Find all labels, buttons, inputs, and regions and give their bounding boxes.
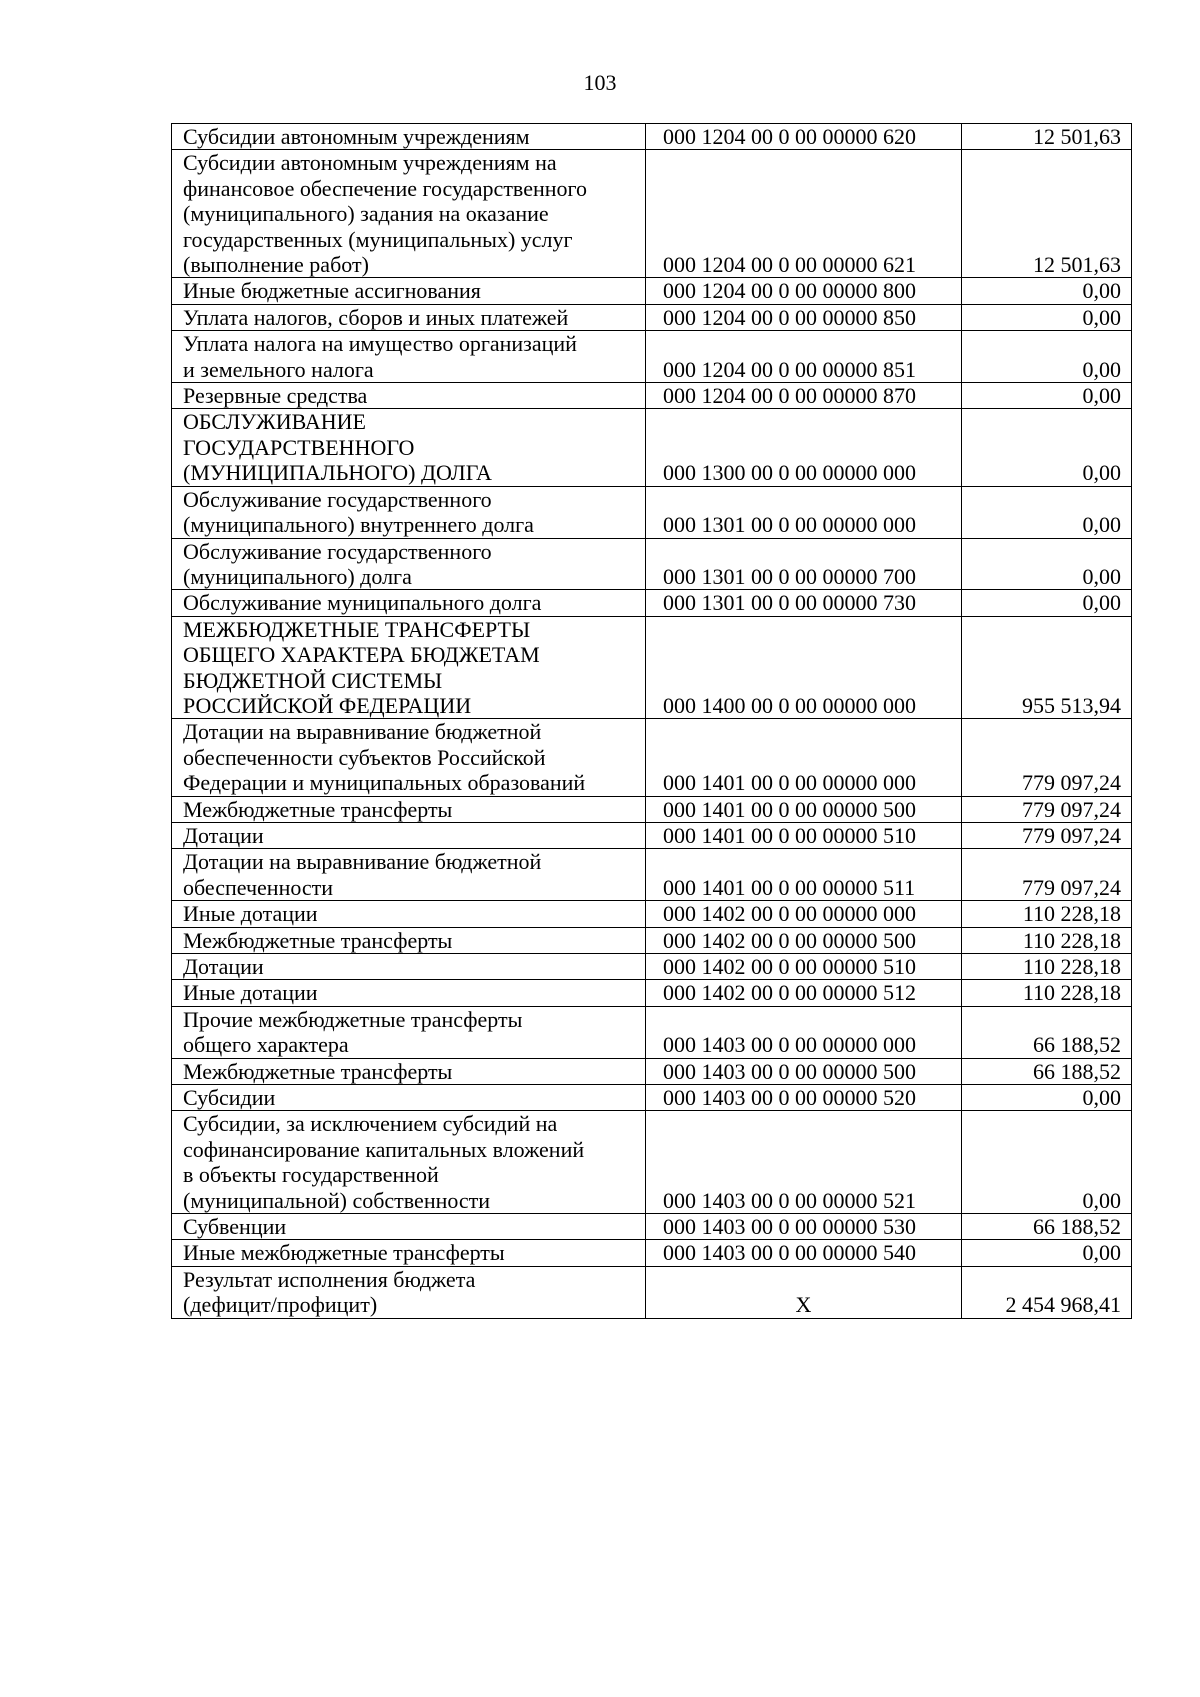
row-name-line: (муниципального) долга xyxy=(183,563,412,589)
row-name-line: Обслуживание государственного xyxy=(183,538,492,564)
row-name-line: Иные дотации xyxy=(183,980,318,1006)
row-name-cell xyxy=(172,980,646,1006)
row-name-line: Обслуживание государственного xyxy=(183,486,492,512)
row-name-line: государственных (муниципальных) услуг xyxy=(183,226,573,252)
row-name-line: ОБЩЕГО ХАРАКТЕРА БЮДЖЕТАМ xyxy=(183,642,540,668)
table-row xyxy=(172,719,1132,796)
row-name-cell xyxy=(172,331,646,383)
row-name-line: ОБСЛУЖИВАНИЕ xyxy=(183,409,366,435)
table-row xyxy=(172,486,1132,538)
row-amount-cell: 110 228,18 xyxy=(962,901,1132,927)
row-code-cell: 000 1403 00 0 00 00000 500 xyxy=(646,1058,962,1084)
row-name-line: Уплата налога на имущество организаций xyxy=(183,331,577,357)
table-row xyxy=(172,538,1132,590)
row-amount-cell: 779 097,24 xyxy=(962,849,1132,901)
row-name-cell xyxy=(172,1058,646,1084)
row-name-cell xyxy=(172,590,646,616)
row-name-line: (муниципальной) собственности xyxy=(183,1187,491,1213)
row-code-cell: 000 1403 00 0 00 00000 540 xyxy=(646,1240,962,1266)
row-name-line: Субсидии xyxy=(183,1085,276,1111)
row-code-cell: 000 1204 00 0 00 00000 621 xyxy=(646,150,962,278)
table-row xyxy=(172,980,1132,1006)
row-amount-cell: 110 228,18 xyxy=(962,927,1132,953)
row-name-cell xyxy=(172,150,646,278)
row-name-cell xyxy=(172,1266,646,1318)
row-code-cell: 000 1401 00 0 00 00000 511 xyxy=(646,849,962,901)
page-number: 103 xyxy=(583,70,617,95)
table-row xyxy=(172,849,1132,901)
row-name-cell xyxy=(172,1085,646,1111)
row-name-cell xyxy=(172,901,646,927)
table-row xyxy=(172,1006,1132,1058)
row-name-cell xyxy=(172,538,646,590)
row-name-line: обеспеченности субъектов Российской xyxy=(183,744,546,770)
row-code-cell: 000 1204 00 0 00 00000 870 xyxy=(646,383,962,409)
row-code-cell: 000 1402 00 0 00 00000 512 xyxy=(646,980,962,1006)
row-code-cell: X xyxy=(646,1266,962,1318)
row-name-line: МЕЖБЮДЖЕТНЫЕ ТРАНСФЕРТЫ xyxy=(183,616,531,642)
row-amount-cell: 110 228,18 xyxy=(962,954,1132,980)
row-name-line: Резервные средства xyxy=(183,383,368,409)
row-code-cell: 000 1300 00 0 00 00000 000 xyxy=(646,409,962,486)
row-name-line: Обслуживание муниципального долга xyxy=(183,590,542,616)
table-row xyxy=(172,1214,1132,1240)
row-name-line: в объекты государственной xyxy=(183,1162,439,1188)
row-name-line: Прочие межбюджетные трансферты xyxy=(183,1006,523,1032)
row-name-line: Субсидии автономным учреждениям на xyxy=(183,150,557,176)
row-name-cell xyxy=(172,486,646,538)
row-name-cell xyxy=(172,304,646,330)
table-row xyxy=(172,278,1132,304)
row-code-cell: 000 1402 00 0 00 00000 510 xyxy=(646,954,962,980)
row-name-cell xyxy=(172,124,646,150)
row-code-cell: 000 1204 00 0 00 00000 620 xyxy=(646,124,962,150)
table-row xyxy=(172,331,1132,383)
table-row xyxy=(172,1058,1132,1084)
table-row xyxy=(172,124,1132,150)
row-name-line: обеспеченности xyxy=(183,874,334,900)
table-row xyxy=(172,1240,1132,1266)
table-row xyxy=(172,796,1132,822)
table-row xyxy=(172,1085,1132,1111)
table-row xyxy=(172,383,1132,409)
row-name-cell xyxy=(172,796,646,822)
row-code-cell: 000 1204 00 0 00 00000 800 xyxy=(646,278,962,304)
row-name-cell xyxy=(172,849,646,901)
row-name-line: Межбюджетные трансферты xyxy=(183,927,453,953)
row-amount-cell: 66 188,52 xyxy=(962,1214,1132,1240)
row-name-cell xyxy=(172,954,646,980)
row-name-line: Дотации на выравнивание бюджетной xyxy=(183,849,542,875)
row-name-line: Дотации xyxy=(183,954,264,979)
row-amount-cell: 0,00 xyxy=(962,278,1132,304)
row-amount-cell: 0,00 xyxy=(962,409,1132,486)
row-code-cell: 000 1403 00 0 00 00000 520 xyxy=(646,1085,962,1111)
row-name-line: БЮДЖЕТНОЙ СИСТЕМЫ xyxy=(183,667,443,693)
table-row xyxy=(172,409,1132,486)
row-name-line: Иные дотации xyxy=(183,901,318,927)
table-row xyxy=(172,901,1132,927)
row-amount-cell: 0,00 xyxy=(962,1085,1132,1111)
row-amount-cell: 0,00 xyxy=(962,331,1132,383)
row-name-line: общего характера xyxy=(183,1032,349,1058)
table-row xyxy=(172,616,1132,719)
row-name-cell xyxy=(172,1111,646,1214)
row-name-line: Межбюджетные трансферты xyxy=(183,1058,453,1084)
row-code-cell: 000 1403 00 0 00 00000 530 xyxy=(646,1214,962,1240)
row-amount-cell: 779 097,24 xyxy=(962,796,1132,822)
row-name-line: (муниципального) задания на оказание xyxy=(183,201,549,227)
row-amount-cell: 66 188,52 xyxy=(962,1006,1132,1058)
row-amount-cell: 0,00 xyxy=(962,486,1132,538)
row-name-line: финансовое обеспечение государственного xyxy=(183,175,587,201)
row-amount-cell: 0,00 xyxy=(962,590,1132,616)
table-row xyxy=(172,954,1132,980)
row-amount-cell: 779 097,24 xyxy=(962,719,1132,796)
row-name-line: Межбюджетные трансферты xyxy=(183,796,453,822)
row-name-line: Субсидии автономным учреждениям xyxy=(183,124,530,149)
row-amount-cell: 0,00 xyxy=(962,1240,1132,1266)
row-amount-cell: 12 501,63 xyxy=(962,124,1132,150)
row-name-line: Дотации xyxy=(183,822,264,848)
row-name-cell xyxy=(172,1240,646,1266)
row-code-cell: 000 1401 00 0 00 00000 500 xyxy=(646,796,962,822)
row-amount-cell: 0,00 xyxy=(962,1111,1132,1214)
table-row xyxy=(172,927,1132,953)
row-name-line: софинансирование капитальных вложений xyxy=(183,1136,585,1162)
row-name-line: (МУНИЦИПАЛЬНОГО) ДОЛГА xyxy=(183,460,492,486)
row-amount-cell: 12 501,63 xyxy=(962,150,1132,278)
row-amount-cell: 0,00 xyxy=(962,304,1132,330)
row-name-line: (муниципального) внутреннего долга xyxy=(183,512,534,538)
row-name-line: ГОСУДАРСТВЕННОГО xyxy=(183,434,415,460)
row-name-cell xyxy=(172,927,646,953)
row-name-line: Иные межбюджетные трансферты xyxy=(183,1240,505,1266)
row-name-line: Субсидии, за исключением субсидий на xyxy=(183,1111,558,1137)
row-name-cell xyxy=(172,383,646,409)
budget-table xyxy=(171,123,1132,1319)
row-name-line: РОССИЙСКОЙ ФЕДЕРАЦИИ xyxy=(183,692,472,718)
table-row xyxy=(172,822,1132,848)
table-row xyxy=(172,1111,1132,1214)
table-row xyxy=(172,590,1132,616)
row-code-cell: 000 1301 00 0 00 00000 000 xyxy=(646,486,962,538)
row-code-cell: 000 1400 00 0 00 00000 000 xyxy=(646,616,962,719)
row-name-line: Уплата налогов, сборов и иных платежей xyxy=(183,304,569,330)
row-amount-cell: 66 188,52 xyxy=(962,1058,1132,1084)
row-name-line: Результат исполнения бюджета xyxy=(183,1266,476,1292)
row-code-cell: 000 1204 00 0 00 00000 851 xyxy=(646,331,962,383)
budget-table-body xyxy=(172,124,1132,1319)
row-name-cell xyxy=(172,1006,646,1058)
row-name-cell xyxy=(172,278,646,304)
row-code-cell: 000 1403 00 0 00 00000 521 xyxy=(646,1111,962,1214)
table-row xyxy=(172,304,1132,330)
row-code-cell: 000 1401 00 0 00 00000 000 xyxy=(646,719,962,796)
row-name-cell xyxy=(172,719,646,796)
row-code-cell: 000 1301 00 0 00 00000 730 xyxy=(646,590,962,616)
row-amount-cell: 0,00 xyxy=(962,538,1132,590)
row-amount-cell: 0,00 xyxy=(962,383,1132,409)
row-code-cell: 000 1401 00 0 00 00000 510 xyxy=(646,822,962,848)
row-name-line: (дефицит/профицит) xyxy=(183,1292,378,1318)
row-amount-cell: 2 454 968,41 xyxy=(962,1266,1132,1318)
row-code-cell: 000 1402 00 0 00 00000 500 xyxy=(646,927,962,953)
row-name-line: Дотации на выравнивание бюджетной xyxy=(183,719,542,745)
row-code-cell: 000 1301 00 0 00 00000 700 xyxy=(646,538,962,590)
table-row xyxy=(172,150,1132,278)
row-amount-cell: 779 097,24 xyxy=(962,822,1132,848)
row-name-line: и земельного налога xyxy=(183,356,374,382)
row-name-line: Субвенции xyxy=(183,1214,287,1240)
row-name-line: Иные бюджетные ассигнования xyxy=(183,278,481,304)
table-row xyxy=(172,1266,1132,1318)
row-code-cell: 000 1403 00 0 00 00000 000 xyxy=(646,1006,962,1058)
row-code-cell: 000 1402 00 0 00 00000 000 xyxy=(646,901,962,927)
row-name-cell xyxy=(172,1214,646,1240)
row-name-cell xyxy=(172,822,646,848)
row-amount-cell: 955 513,94 xyxy=(962,616,1132,719)
row-name-line: (выполнение работ) xyxy=(183,252,369,278)
row-name-cell xyxy=(172,616,646,719)
row-amount-cell: 110 228,18 xyxy=(962,980,1132,1006)
row-code-cell: 000 1204 00 0 00 00000 850 xyxy=(646,304,962,330)
row-name-line: Федерации и муниципальных образований xyxy=(183,770,586,796)
row-name-cell xyxy=(172,409,646,486)
